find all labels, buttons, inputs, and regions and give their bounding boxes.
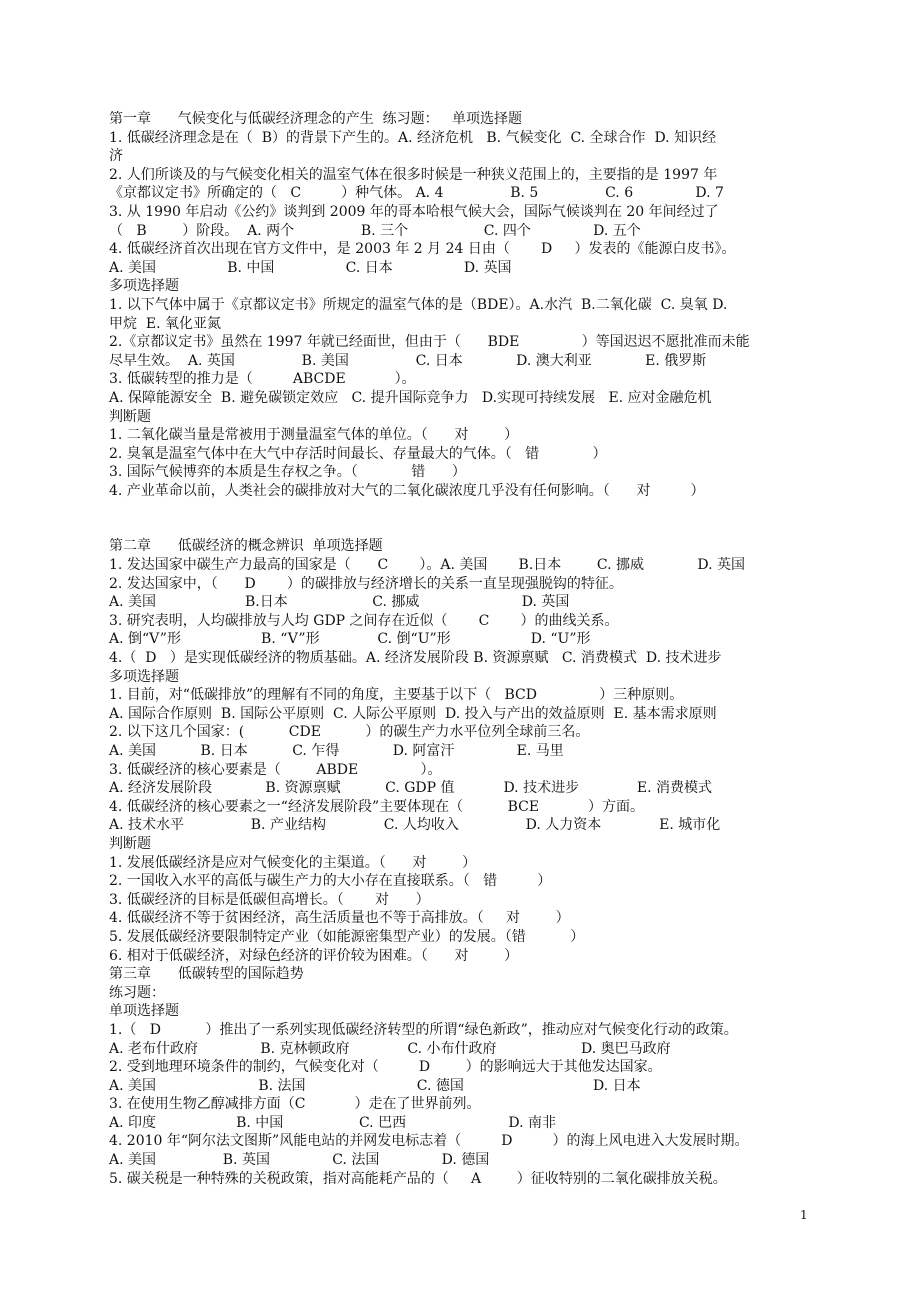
text-line: 3. 从 1990 年启动《公约》谈判到 2009 年的哥本哈根气候大会，国际气候谈判在 20 年间经过了 <box>109 203 719 220</box>
text-line: A. 倒“V”形 B. “V”形 C. 倒“U”形 D. “U”形 <box>109 631 591 648</box>
text-line: 2. 发达国家中，（ D ）的碳排放与经济增长的关系一直呈现强脱钩的特征。 <box>109 575 623 592</box>
page-number: 1 <box>800 1208 808 1222</box>
text-line: 多项选择题 <box>109 278 179 295</box>
text-line: A. 美国 B. 英国 C. 法国 D. 德国 <box>109 1152 490 1169</box>
text-line: 甲烷 E. 氧化亚氮 <box>109 315 222 332</box>
text-line: 第二章 低碳经济的概念辨识 单项选择题 <box>109 538 383 555</box>
text-line: A. 技术水平 B. 产业结构 C. 人均收入 D. 人力资本 E. 城市化 <box>109 817 721 834</box>
text-line: 济 <box>109 148 123 165</box>
chapter-2-section <box>109 537 814 965</box>
text-line: 6. 相对于低碳经济，对绿色经济的评价较为困难。（ 对 ） <box>109 947 519 964</box>
text-line: 3. 在使用生物乙醇减排方面（C ）走在了世界前列。 <box>109 1096 481 1113</box>
text-line: 1. 二氧化碳当量是常被用于测量温室气体的单位。（ 对 ） <box>109 427 519 444</box>
text-line: 4. 低碳经济不等于贫困经济，高生活质量也不等于高排放。（ 对 ） <box>109 910 570 927</box>
text-line: 单项选择题 <box>109 1003 179 1020</box>
text-line: 2.《京都议定书》虽然在 1997 年就已经面世，但由于（ BDE ）等国迟迟不愿批准而未能 <box>109 334 750 351</box>
text-line: 1. 目前，对“低碳排放”的理解有不同的角度，主要基于以下（ BCD ）三种原则。 <box>109 687 684 704</box>
text-line: 3. 国际气候博弈的本质是生存权之争。（ 错 ） <box>109 464 466 481</box>
text-line: 1. 低碳经济理念是在（ B）的背景下产生的。A. 经济危机 B. 气候变化 C. 全球合作 D. 知识经 <box>109 129 717 146</box>
text-line: 2. 人们所谈及的与气候变化相关的温室气体在很多时候是一种狭义范围上的，主要指的是 1997 年 <box>109 166 718 183</box>
text-line: A. 美国 B. 日本 C. 乍得 D. 阿富汗 E. 马里 <box>109 743 564 759</box>
text-line: A. 美国 B. 法国 C. 德国 D. 日本 <box>109 1077 641 1094</box>
text-line: 4. 低碳经济的核心要素之一“经济发展阶段”主要体现在（ BCE ）方面。 <box>109 798 645 815</box>
section-spacer <box>109 500 814 537</box>
text-line: 多项选择题 <box>109 668 179 685</box>
text-line: 2. 以下这几个国家：( CDE ）的碳生产力水平位列全球前三名。 <box>109 724 590 741</box>
text-line: A. 印度 B. 中国 C. 巴西 D. 南非 <box>109 1114 557 1131</box>
text-line: 尽早生效。 A. 英国 B. 美国 C. 日本 D. 澳大利亚 E. 俄罗斯 <box>109 352 707 369</box>
text-line: 2. 受到地理环境条件的制约，气候变化对（ D ）的影响远大于其他发达国家。 <box>109 1059 662 1076</box>
text-line: 判断题 <box>109 408 151 425</box>
text-line: 4. 产业革命以前，人类社会的碳排放对大气的二氧化碳浓度几乎没有任何影响。（ 对 ） <box>109 482 705 499</box>
text-line: A. 国际合作原则 B. 国际公平原则 C. 人际公平原则 D. 投入与产出的效益原则 E. 基本需求原则 <box>109 705 717 722</box>
text-line: 4.（ D ）是实现低碳经济的物质基础。A. 经济发展阶段 B. 资源禀赋 C. 消费模式 D. 技术进步 <box>109 650 722 667</box>
text-line: 判断题 <box>109 835 151 852</box>
text-line: 5. 发展低碳经济要限制特定产业（如能源密集型产业）的发展。（错 ） <box>109 928 585 945</box>
text-line: 3. 低碳经济的核心要素是（ ABDE ）。 <box>109 761 442 778</box>
text-line: 1. 发达国家中碳生产力最高的国家是（ C ）。A. 美国 B.日本 C. 挪威 D. 英国 <box>109 557 746 574</box>
text-line: A. 老布什政府 B. 克林顿政府 C. 小布什政府 D. 奥巴马政府 <box>109 1040 671 1057</box>
text-line: A. 美国 B.日本 C. 挪威 D. 英国 <box>109 594 570 611</box>
text-line: 1. 以下气体中属于《京都议定书》所规定的温室气体的是（BDE）。A.水汽 B.二氧化碳 C. 臭氧 D. <box>109 296 728 313</box>
chapter-3-section <box>109 965 814 1188</box>
text-line: 5. 碳关税是一种特殊的关税政策，指对高能耗产品的（ A ）征收特别的二氧化碳排放关税。 <box>109 1170 727 1187</box>
text-line: A. 美国 B. 中国 C. 日本 D. 英国 <box>109 259 512 276</box>
text-line: 1. 发展低碳经济是应对气候变化的主渠道。（ 对 ） <box>109 854 477 871</box>
text-line: 4. 低碳经济首次出现在官方文件中，是 2003 年 2 月 24 日由（ D ）发表的《能源白皮书》。 <box>109 241 736 258</box>
text-line: 1.（ D ）推出了一系列实现低碳经济转型的所谓“绿色新政”，推动应对气候变化行动的政策。 <box>109 1021 738 1038</box>
chapter-1-section <box>109 110 814 500</box>
text-line: A. 经济发展阶段 B. 资源禀赋 C. GDP 值 D. 技术进步 E. 消费模式 <box>109 780 713 797</box>
text-line: 3. 低碳经济的目标是低碳但高增长。（ 对 ） <box>109 891 430 908</box>
text-line: 练习题： <box>109 984 165 1001</box>
text-line: 2. 一国收入水平的高低与碳生产力的大小存在直接联系。（ 错 ） <box>109 873 552 890</box>
text-line: 第一章 气候变化与低碳经济理念的产生 练习题： 单项选择题 <box>109 111 522 127</box>
text-line: 2. 臭氧是温室气体中在大气中存活时间最长、存量最大的气体。（ 错 ） <box>109 445 607 462</box>
document-body <box>109 110 814 1188</box>
text-line: 第三章 低碳转型的国际趋势 <box>109 966 304 983</box>
text-line: 4. 2010 年“阿尔法文图斯”风能电站的并网发电标志着（ D ）的海上风电进入大发展时期。 <box>109 1133 749 1150</box>
text-line: 3. 低碳转型的推力是（ ABCDE ）。 <box>109 371 416 388</box>
text-line: （ B ）阶段。 A. 两个 B. 三个 C. 四个 D. 五个 <box>109 222 641 239</box>
text-line: 《京都议定书》所确定的（ C ）种气体。 A. 4 B. 5 C. 6 D. 7 <box>109 185 724 202</box>
text-line: 3. 研究表明，人均碳排放与人均 GDP 之间存在近似（ C ）的曲线关系。 <box>109 612 619 629</box>
text-line: A. 保障能源安全 B. 避免碳锁定效应 C. 提升国际竞争力 D.实现可持续发展 E. 应对金融危机 <box>109 389 712 406</box>
